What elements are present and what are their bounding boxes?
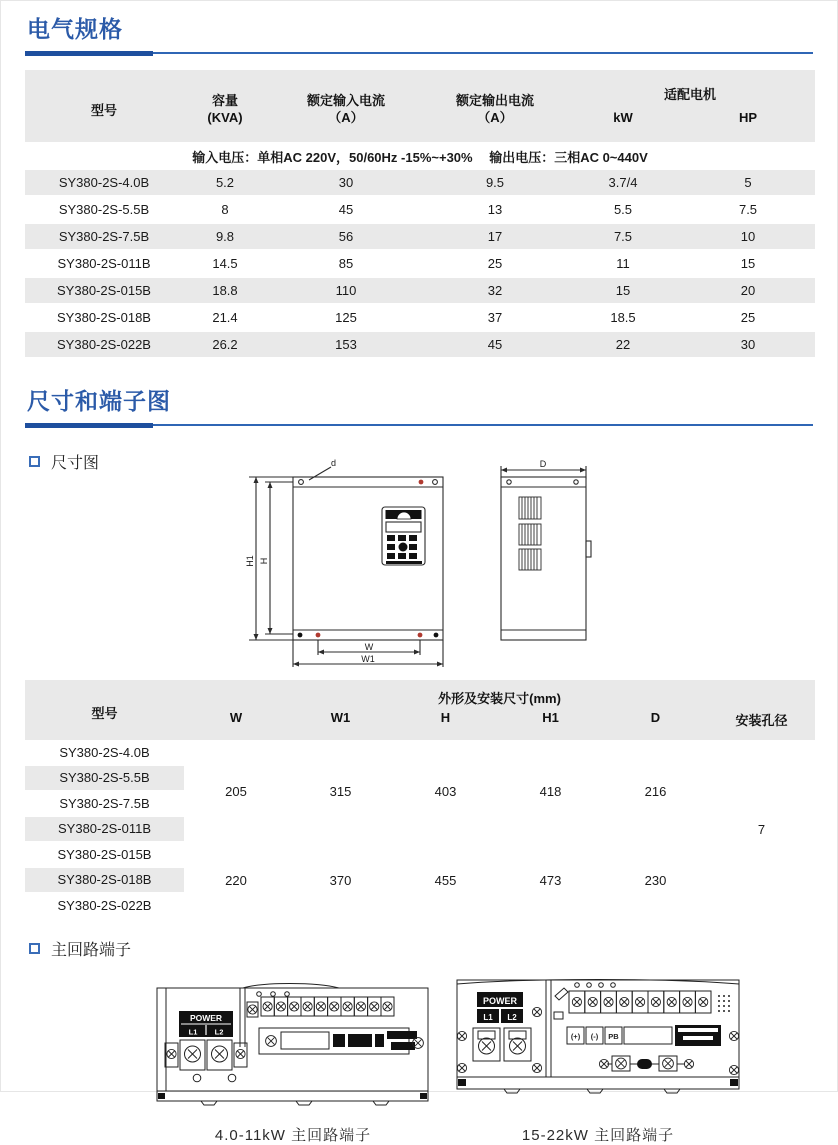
col-header-kw: kW — [565, 110, 681, 142]
cell-model: SY380-2S-4.0B — [25, 170, 183, 197]
col-header-output-current: 额定输出电流 （A） — [425, 70, 565, 142]
table-row: SY380-2S-022B 26.2 153 45 22 30 — [25, 332, 815, 359]
col-header-model: 型号 — [25, 70, 183, 142]
dim-label-d: d — [331, 458, 337, 468]
electrical-spec-table — [25, 70, 815, 359]
col-header-model: 型号 — [25, 680, 184, 740]
col-header-hp: HP — [681, 110, 815, 142]
cell-model: SY380-2S-7.5B — [25, 224, 183, 251]
table-row: SY380-2S-015B 220 370 455 473 230 — [25, 842, 815, 868]
terminal-label-l2: L2 — [214, 1027, 224, 1036]
voltage-note: 输入电压：单相AC 220V，50/60Hz -15%~+30% 输出电压：三相AC 0~440V — [192, 149, 648, 165]
table-row: SY380-2S-7.5B 9.8 56 17 7.5 10 — [25, 224, 815, 251]
terminal-label-plus: (+) — [570, 1031, 581, 1041]
terminal-label-l2: L2 — [507, 1012, 517, 1022]
table-row: SY380-2S-011B 14.5 85 25 11 15 — [25, 251, 815, 278]
subsection-dimension-drawing: 尺寸图 — [29, 450, 813, 473]
terminal-label-power: POWER — [189, 1012, 223, 1023]
dimension-table: 型号 外形及安装尺寸(mm) W W1 H H1 D 安装孔径 SY380-2S-4.0B 205 315 403 418 216 7 SY380-2S-5.5B SY380-2S-7.5B SY380-2S-011B SY380-2S-015B 220 370 455 473 230 SY380-2S-018B SY380-2S-022B — [25, 680, 815, 919]
section-title-electrical-specs: 电气规格 — [27, 16, 123, 42]
cell-hole-diameter: 7 — [708, 740, 815, 919]
terminal-drawing-15-22kw — [449, 972, 747, 1108]
section-underline — [25, 51, 813, 56]
terminal-caption-large: 15-22kW 主回路端子 — [521, 1126, 675, 1144]
cell-model: SY380-2S-022B — [25, 332, 183, 359]
cell-model: SY380-2S-011B — [25, 817, 184, 843]
cell-model: SY380-2S-022B — [25, 893, 184, 919]
cell-model: SY380-2S-5.5B — [25, 197, 183, 224]
table-row: SY380-2S-018B 21.4 125 37 18.5 25 — [25, 305, 815, 332]
table-row: SY380-2S-4.0B 205 315 403 418 216 7 — [25, 740, 815, 766]
cell-model: SY380-2S-015B — [25, 842, 184, 868]
col-header-motor: 适配电机 — [565, 70, 815, 110]
terminal-figures — [151, 972, 813, 1145]
col-header-hole: 安装孔径 — [708, 710, 815, 740]
cell-model: SY380-2S-5.5B — [25, 766, 184, 792]
square-bullet-icon — [29, 456, 40, 467]
cell-model: SY380-2S-011B — [25, 251, 183, 278]
table-row: SY380-2S-015B 18.8 110 32 15 20 — [25, 278, 815, 305]
col-header-input-current: 额定输入电流 （A） — [267, 70, 425, 142]
dim-label-w1: W1 — [361, 654, 375, 664]
terminal-caption-small: 4.0-11kW 主回路端子 — [214, 1126, 372, 1144]
section-title-dimensions-terminals: 尺寸和端子图 — [27, 388, 171, 414]
dim-label-h1: H1 — [245, 555, 255, 567]
terminal-label-pb: PB — [608, 1031, 619, 1041]
cell-model: SY380-2S-018B — [25, 305, 183, 332]
col-header-dims-group: 外形及安装尺寸(mm) — [184, 680, 815, 710]
terminal-drawing-4-11kw — [151, 981, 435, 1108]
cell-model: SY380-2S-018B — [25, 868, 184, 894]
cell-model: SY380-2S-4.0B — [25, 740, 184, 766]
dim-label-h: H — [259, 557, 269, 565]
terminal-label-minus: (-) — [590, 1031, 599, 1041]
subsection-main-circuit-terminals: 主回路端子 — [29, 937, 813, 960]
terminal-figure-small — [151, 981, 435, 1145]
cell-model: SY380-2S-7.5B — [25, 791, 184, 817]
col-header-capacity: 容量 (KVA) — [183, 70, 267, 142]
table-row: SY380-2S-5.5B 8 45 13 5.5 7.5 — [25, 197, 815, 224]
table-row: SY380-2S-4.0B 5.2 30 9.5 3.7/4 5 — [25, 170, 815, 197]
terminal-label-l1: L1 — [483, 1012, 493, 1022]
dimension-figure — [25, 457, 813, 674]
cell-model: SY380-2S-015B — [25, 278, 183, 305]
dimension-drawing — [243, 457, 595, 669]
terminal-label-l1: L1 — [188, 1027, 198, 1036]
dim-label-w: W — [364, 642, 374, 652]
section-underline — [25, 423, 813, 428]
voltage-note-row — [25, 142, 815, 170]
square-bullet-icon — [29, 943, 40, 954]
terminal-label-power: POWER — [482, 995, 518, 1006]
dim-label-depth: D — [539, 459, 547, 469]
terminal-figure-large — [449, 972, 747, 1145]
